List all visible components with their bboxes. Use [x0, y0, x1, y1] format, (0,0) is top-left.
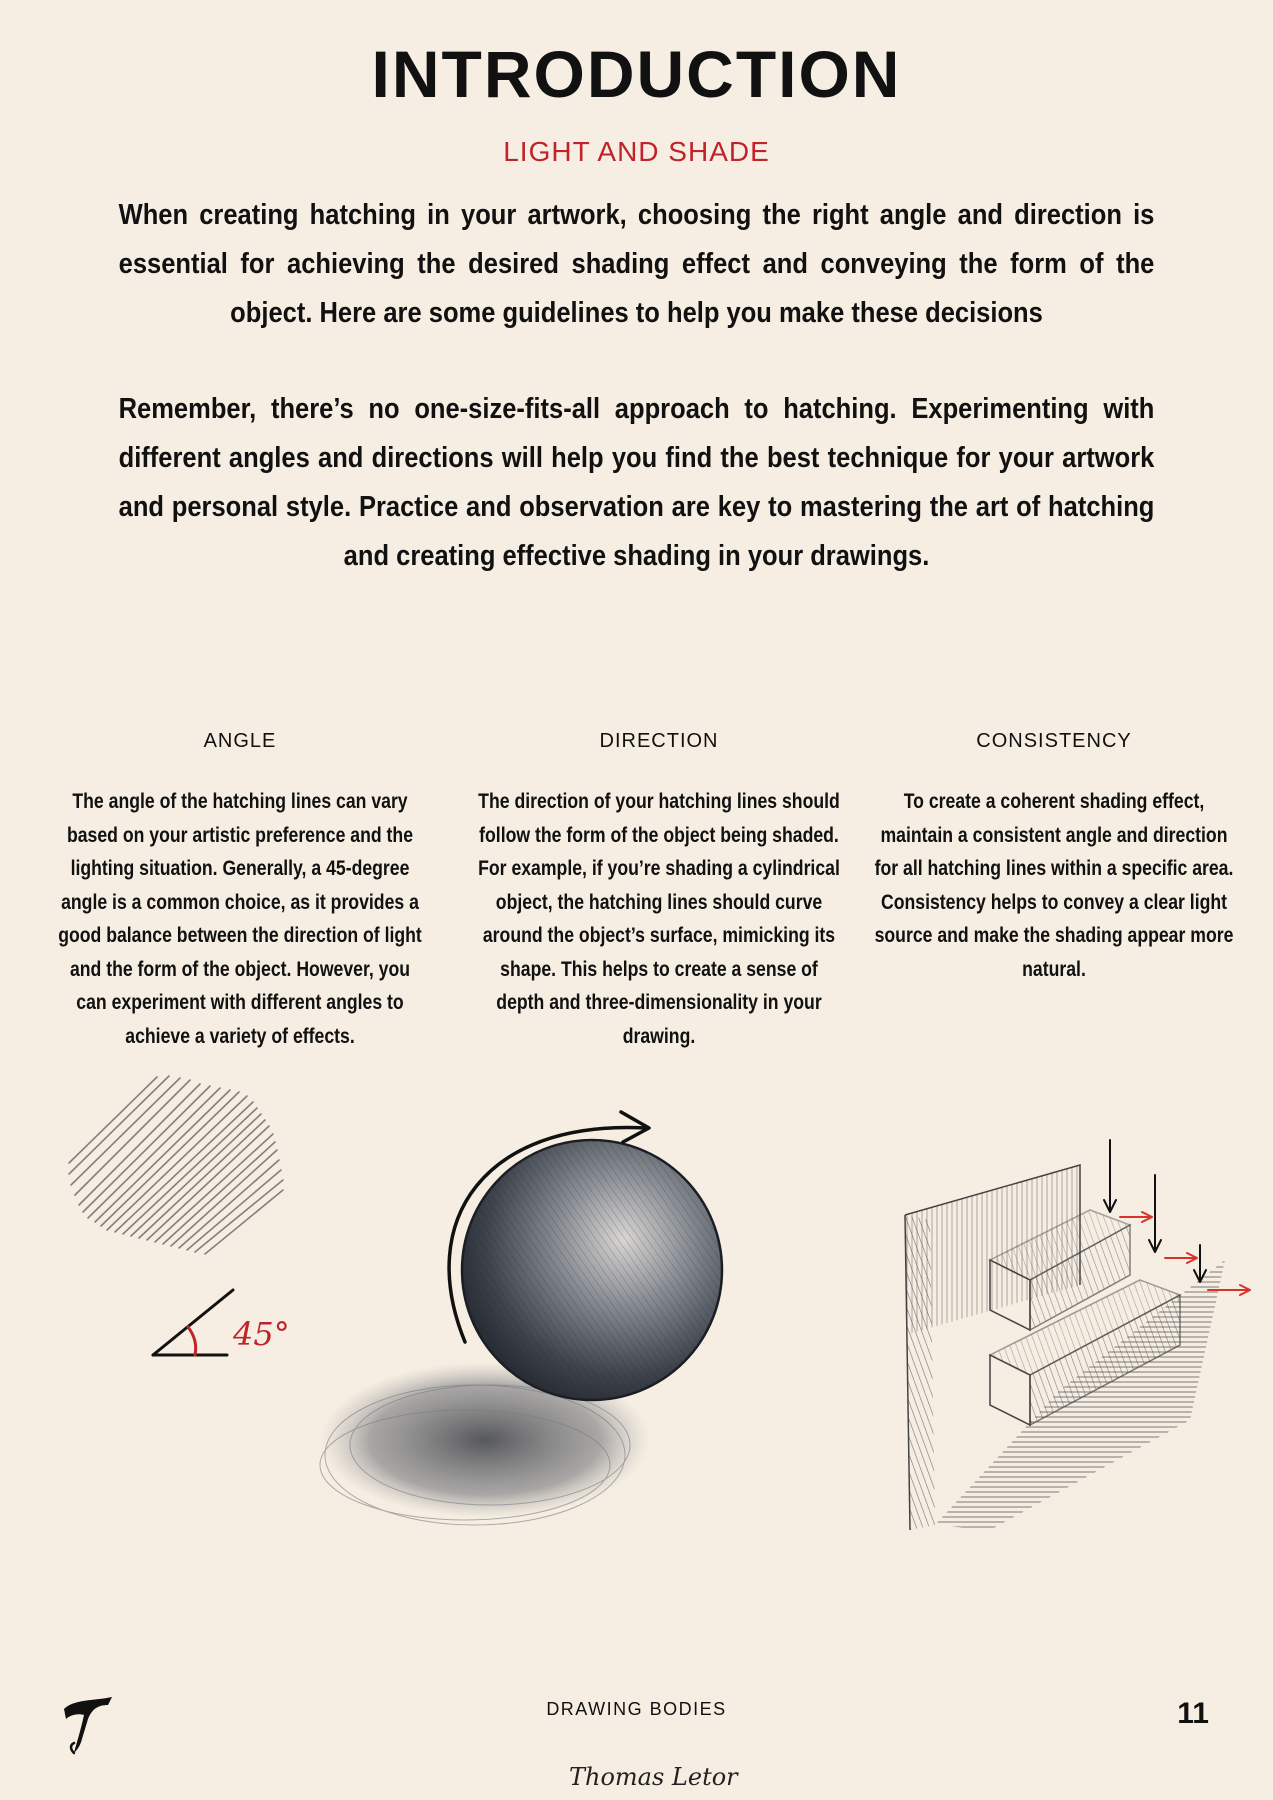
- section-consistency: [864, 727, 1244, 986]
- signature-text: Thomas Letor: [569, 1763, 738, 1791]
- hatching-angle-illustration: [55, 1050, 355, 1370]
- section-body: The angle of the hatching lines can vary based on your artistic preference and the lighting situation. Generally, a 45-degree angle is a common choice, as it provides a good balance between the direction of light and the form of the object. However, you can experiment with different angles to achieve a variety of effects.: [58, 790, 422, 1048]
- section-body: The direction of your hatching lines should follow the form of the object being shaded. For example, if you’re shading a cylindrical object, the hatching lines should curve around the object’s surface, mimicking its shape. This helps to create a sense of depth and three-dimensionality in your drawing.: [478, 790, 840, 1048]
- page-subtitle: LIGHT AND SHADE: [503, 136, 770, 167]
- hatching-patch: [69, 1076, 283, 1254]
- intro-paragraph: When creating hatching in your artwork, choosing the right angle and direction is essential for achieving the desired shading effect and conveying the form of the object. Here are some guidelines to help you make these decisions: [118, 199, 1155, 329]
- section-body: To create a coherent shading effect, maintain a consistent angle and direction for all hatching lines within a specific area. Consistency helps to convey a clear light source and make the shading appear more natural.: [874, 790, 1234, 981]
- sphere-direction-illustration: [315, 1100, 815, 1540]
- steps-consistency-illustration: [880, 1130, 1260, 1540]
- author-signature: [565, 1755, 738, 1795]
- section-heading: ANGLE: [203, 730, 277, 752]
- angle-label: 45°: [233, 1315, 290, 1353]
- sphere-hatching: [462, 1140, 722, 1400]
- section-angle: [50, 727, 430, 1053]
- intro-paragraph: Remember, there’s no one-size-fits-all approach to hatching. Experimenting with different angles and directions will help you find the best technique for your artwork and personal style. Practice and observation are key to mastering the art of hatching and creating effective shading in your drawings.: [118, 393, 1155, 572]
- angle-diagram: [153, 1290, 233, 1355]
- page-title: INTRODUCTION: [371, 37, 902, 111]
- section-heading: CONSISTENCY: [976, 730, 1132, 752]
- book-title: DRAWING BODIES: [546, 1699, 727, 1719]
- page-number: 11: [1177, 1697, 1209, 1730]
- section-heading: DIRECTION: [599, 730, 719, 752]
- section-direction: [469, 727, 849, 1053]
